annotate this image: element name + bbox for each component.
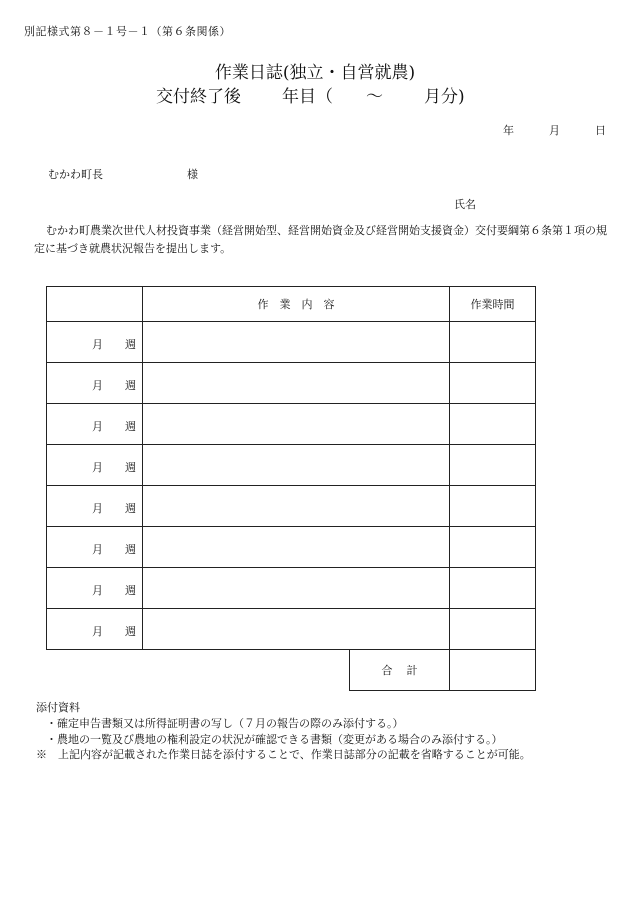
work-content-cell[interactable]	[143, 568, 450, 609]
work-hours-cell[interactable]	[450, 486, 536, 527]
header-blank-cell	[47, 287, 143, 322]
date-year: 年	[503, 124, 514, 137]
header-work-content: 作 業 内 容	[143, 287, 450, 322]
total-hours-cell[interactable]	[450, 650, 536, 691]
work-content-cell[interactable]	[143, 486, 450, 527]
week-label: 週	[125, 461, 136, 474]
work-hours-cell[interactable]	[450, 568, 536, 609]
work-content-cell[interactable]	[143, 322, 450, 363]
form-number: 別記様式第８－１号－１（第６条関係）	[24, 25, 231, 38]
work-content-cell[interactable]	[143, 527, 450, 568]
week-label: 週	[125, 543, 136, 556]
month-label: 月	[92, 584, 103, 597]
month-week-cell[interactable]	[47, 486, 143, 527]
work-log-table	[46, 286, 536, 691]
work-hours-cell[interactable]	[450, 445, 536, 486]
month-label: 月	[92, 461, 103, 474]
week-label: 週	[125, 584, 136, 597]
work-content-cell[interactable]	[143, 404, 450, 445]
week-label: 週	[125, 379, 136, 392]
month-week-cell[interactable]	[47, 363, 143, 404]
table-row	[47, 445, 536, 486]
addressee: むかわ町長	[48, 168, 103, 181]
month-week-cell[interactable]	[47, 322, 143, 363]
month-week-cell[interactable]	[47, 527, 143, 568]
work-hours-cell[interactable]	[450, 404, 536, 445]
month-label: 月	[92, 543, 103, 556]
work-content-cell[interactable]	[143, 609, 450, 650]
table-row	[47, 527, 536, 568]
attachment-item: ・確定申告書類又は所得証明書の写し（７月の報告の際のみ添付する。）	[46, 717, 404, 730]
work-content-cell[interactable]	[143, 363, 450, 404]
total-spacer	[47, 650, 350, 691]
table-row	[47, 404, 536, 445]
name-label: 氏名	[454, 198, 476, 211]
month-label: 月	[92, 338, 103, 351]
month-week-cell[interactable]	[47, 568, 143, 609]
honorific: 様	[187, 168, 198, 181]
footnote: ※ 上記内容が記載された作業日誌を添付することで、作業日誌部分の記載を省略することが可能。	[36, 748, 531, 761]
table-row	[47, 568, 536, 609]
table-row	[47, 363, 536, 404]
total-label: 合計	[350, 650, 450, 691]
date-month: 月	[549, 124, 560, 137]
month-label: 月	[92, 625, 103, 638]
subtitle-month: 月分)	[424, 87, 465, 107]
attachments-title: 添付資料	[36, 701, 80, 714]
work-hours-cell[interactable]	[450, 322, 536, 363]
report-statement: むかわ町農業次世代人材投資事業（経営開始型、経営開始資金及び経営開始支援資金）交付要綱第６条第１項の規定に基づき就農状況報告を提出します。	[34, 224, 607, 255]
week-label: 週	[125, 625, 136, 638]
month-label: 月	[92, 420, 103, 433]
subtitle-after-grant: 交付終了後	[156, 87, 241, 107]
table-header-row	[47, 287, 536, 322]
subtitle-year: 年目（	[282, 87, 333, 107]
month-label: 月	[92, 502, 103, 515]
total-row	[47, 650, 536, 691]
month-week-cell[interactable]	[47, 609, 143, 650]
work-hours-cell[interactable]	[450, 609, 536, 650]
date-day: 日	[595, 124, 606, 137]
month-week-cell[interactable]	[47, 445, 143, 486]
work-hours-cell[interactable]	[450, 363, 536, 404]
month-week-cell[interactable]	[47, 404, 143, 445]
work-hours-cell[interactable]	[450, 527, 536, 568]
week-label: 週	[125, 420, 136, 433]
attachment-item: ・農地の一覧及び農地の権利設定の状況が確認できる書類（変更がある場合のみ添付する。）	[46, 733, 503, 746]
table-row	[47, 486, 536, 527]
subtitle-range-sign: 〜	[366, 87, 383, 107]
page-title: 作業日誌(独立・自営就農)	[214, 63, 416, 83]
table-row	[47, 609, 536, 650]
work-content-cell[interactable]	[143, 445, 450, 486]
week-label: 週	[125, 502, 136, 515]
header-work-hours: 作業時間	[450, 287, 536, 322]
month-label: 月	[92, 379, 103, 392]
week-label: 週	[125, 338, 136, 351]
table-row	[47, 322, 536, 363]
